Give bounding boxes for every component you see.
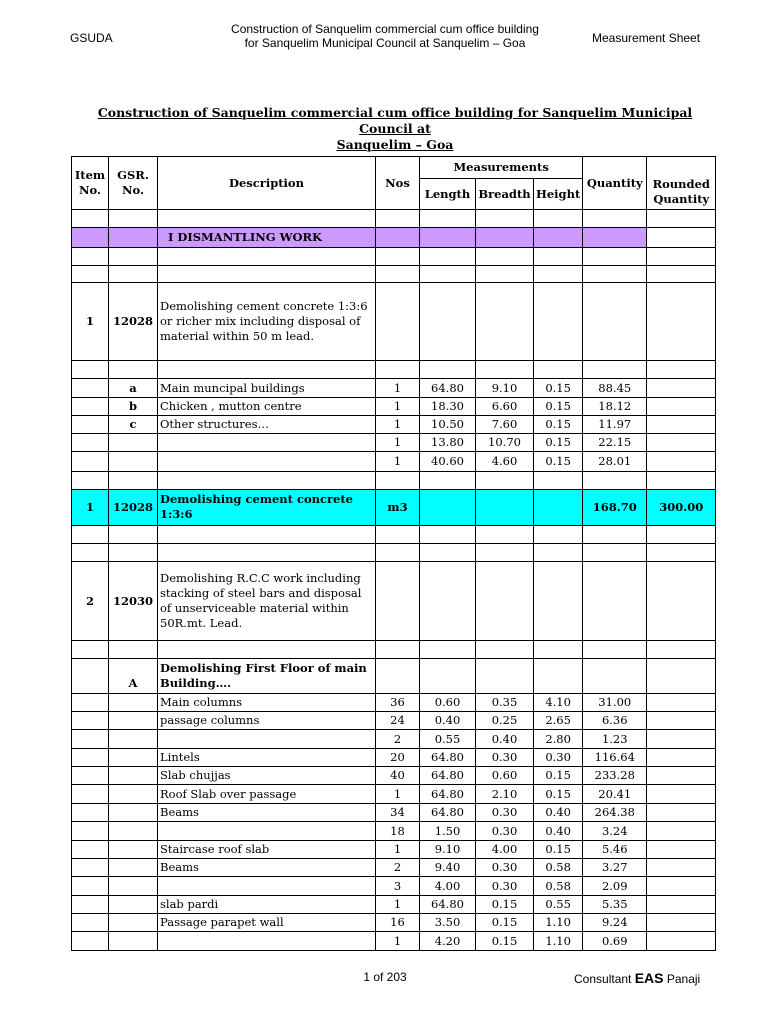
row-length: 40.60 bbox=[420, 452, 476, 472]
row-nos: 16 bbox=[376, 914, 420, 932]
measurement-row bbox=[72, 379, 716, 398]
row-length: 64.80 bbox=[420, 749, 476, 767]
row-height: 0.15 bbox=[534, 785, 583, 804]
measurement-row bbox=[72, 416, 716, 434]
measurement-row bbox=[72, 896, 716, 914]
row-length: 4.00 bbox=[420, 877, 476, 896]
consultant-credit bbox=[574, 970, 700, 986]
row-description: Chicken , mutton centre bbox=[158, 398, 376, 416]
row-nos: 1 bbox=[376, 841, 420, 859]
blank-row bbox=[72, 248, 716, 266]
header-sheet-type: Measurement Sheet bbox=[592, 31, 701, 45]
row-nos: 1 bbox=[376, 416, 420, 434]
col-header-nos: Nos bbox=[376, 157, 420, 210]
sub-item-label: c bbox=[109, 416, 158, 434]
col-header-length: Length bbox=[420, 179, 476, 210]
row-quantity: 20.41 bbox=[583, 785, 647, 804]
measurement-row bbox=[72, 804, 716, 822]
row-nos: 24 bbox=[376, 712, 420, 730]
item-description: Demolishing R.C.C work including stacking of steel bars and disposal of unserviceable material within 50R.mt. Lead. bbox=[158, 562, 376, 641]
measurement-row bbox=[72, 398, 716, 416]
row-description: Beams bbox=[158, 804, 376, 822]
row-breadth: 0.60 bbox=[476, 767, 534, 785]
row-height: 0.15 bbox=[534, 767, 583, 785]
blank-row bbox=[72, 472, 716, 490]
gsr-number: 12030 bbox=[109, 562, 158, 641]
row-quantity: 5.35 bbox=[583, 896, 647, 914]
row-description: Main muncipal buildings bbox=[158, 379, 376, 398]
row-description: Staircase roof slab bbox=[158, 841, 376, 859]
row-length: 1.50 bbox=[420, 822, 476, 841]
subsection-label: A bbox=[109, 659, 158, 694]
blank-row bbox=[72, 266, 716, 283]
item-total-description: Demolishing cement concrete 1:3:6 bbox=[158, 490, 376, 526]
item-number: 1 bbox=[72, 283, 109, 361]
row-height: 0.40 bbox=[534, 804, 583, 822]
page-number: 1 of 203 bbox=[363, 970, 407, 984]
row-length: 64.80 bbox=[420, 785, 476, 804]
row-height: 0.15 bbox=[534, 398, 583, 416]
gsr-number: 12028 bbox=[109, 283, 158, 361]
item-total-row bbox=[72, 490, 716, 526]
col-header-item-no: Item No. bbox=[72, 157, 109, 210]
sub-item-label: b bbox=[109, 398, 158, 416]
gsr-number: 12028 bbox=[109, 490, 158, 526]
row-description: passage columns bbox=[158, 712, 376, 730]
subsection-description: Demolishing First Floor of main Building…. bbox=[158, 659, 376, 694]
header-project-line2: for Sanquelim Municipal Council at Sanquelim – Goa bbox=[244, 36, 526, 50]
row-breadth: 0.40 bbox=[476, 730, 534, 749]
section-title: I DISMANTLING WORK bbox=[158, 228, 376, 248]
row-description bbox=[158, 932, 376, 951]
row-breadth: 7.60 bbox=[476, 416, 534, 434]
header-org: GSUDA bbox=[70, 31, 113, 45]
row-nos: 20 bbox=[376, 749, 420, 767]
row-length: 9.10 bbox=[420, 841, 476, 859]
row-breadth: 0.15 bbox=[476, 896, 534, 914]
header-project bbox=[210, 22, 560, 50]
col-header-quantity: Quantity bbox=[583, 157, 647, 210]
item-row bbox=[72, 283, 716, 361]
row-quantity: 116.64 bbox=[583, 749, 647, 767]
row-breadth: 0.15 bbox=[476, 914, 534, 932]
row-breadth: 0.30 bbox=[476, 749, 534, 767]
measurement-row bbox=[72, 434, 716, 452]
measurement-row bbox=[72, 914, 716, 932]
row-length: 13.80 bbox=[420, 434, 476, 452]
row-quantity: 3.24 bbox=[583, 822, 647, 841]
document-title-line1: Construction of Sanquelim commercial cum office building for Sanquelim Municipal Council at bbox=[97, 105, 693, 136]
row-breadth: 2.10 bbox=[476, 785, 534, 804]
measurement-row bbox=[72, 452, 716, 472]
row-nos: 1 bbox=[376, 785, 420, 804]
row-height: 1.10 bbox=[534, 932, 583, 951]
row-quantity: 31.00 bbox=[583, 694, 647, 712]
row-nos: 2 bbox=[376, 859, 420, 877]
measurement-row bbox=[72, 859, 716, 877]
row-length: 64.80 bbox=[420, 379, 476, 398]
row-quantity: 0.69 bbox=[583, 932, 647, 951]
row-nos: 3 bbox=[376, 877, 420, 896]
row-quantity: 2.09 bbox=[583, 877, 647, 896]
row-length: 0.40 bbox=[420, 712, 476, 730]
row-breadth: 4.00 bbox=[476, 841, 534, 859]
row-breadth: 0.15 bbox=[476, 932, 534, 951]
row-length: 3.50 bbox=[420, 914, 476, 932]
row-height: 0.30 bbox=[534, 749, 583, 767]
row-height: 0.58 bbox=[534, 859, 583, 877]
row-breadth: 10.70 bbox=[476, 434, 534, 452]
item-row bbox=[72, 562, 716, 641]
row-description: slab pardi bbox=[158, 896, 376, 914]
item-number: 1 bbox=[72, 490, 109, 526]
sub-item-label bbox=[109, 434, 158, 452]
measurement-row bbox=[72, 932, 716, 951]
row-nos: 1 bbox=[376, 398, 420, 416]
sub-item-label: a bbox=[109, 379, 158, 398]
row-height: 0.15 bbox=[534, 841, 583, 859]
row-description: Roof Slab over passage bbox=[158, 785, 376, 804]
row-length: 4.20 bbox=[420, 932, 476, 951]
row-description: Passage parapet wall bbox=[158, 914, 376, 932]
item-unit: m3 bbox=[376, 490, 420, 526]
row-nos: 36 bbox=[376, 694, 420, 712]
row-length: 0.60 bbox=[420, 694, 476, 712]
row-quantity: 88.45 bbox=[583, 379, 647, 398]
col-header-measurements: Measurements bbox=[420, 157, 583, 179]
blank-row bbox=[72, 526, 716, 544]
blank-row bbox=[72, 361, 716, 379]
subsection-row bbox=[72, 659, 716, 694]
col-header-breadth: Breadth bbox=[476, 179, 534, 210]
row-height: 2.80 bbox=[534, 730, 583, 749]
consultant-prefix: Consultant bbox=[574, 972, 632, 986]
row-description: Main columns bbox=[158, 694, 376, 712]
measurement-row bbox=[72, 877, 716, 896]
row-quantity: 3.27 bbox=[583, 859, 647, 877]
row-length: 10.50 bbox=[420, 416, 476, 434]
row-quantity: 6.36 bbox=[583, 712, 647, 730]
row-nos: 1 bbox=[376, 434, 420, 452]
row-quantity: 1.23 bbox=[583, 730, 647, 749]
row-height: 0.40 bbox=[534, 822, 583, 841]
measurement-table bbox=[71, 156, 716, 951]
row-height: 0.15 bbox=[534, 452, 583, 472]
measurement-row bbox=[72, 712, 716, 730]
item-number: 2 bbox=[72, 562, 109, 641]
row-height: 0.15 bbox=[534, 434, 583, 452]
row-height: 1.10 bbox=[534, 914, 583, 932]
col-header-height: Height bbox=[534, 179, 583, 210]
row-length: 64.80 bbox=[420, 804, 476, 822]
row-height: 0.55 bbox=[534, 896, 583, 914]
row-length: 9.40 bbox=[420, 859, 476, 877]
consultant-name: EAS bbox=[634, 970, 664, 986]
row-breadth: 0.30 bbox=[476, 859, 534, 877]
row-description bbox=[158, 877, 376, 896]
row-quantity: 264.38 bbox=[583, 804, 647, 822]
row-length: 64.80 bbox=[420, 896, 476, 914]
row-quantity: 18.12 bbox=[583, 398, 647, 416]
row-nos: 1 bbox=[376, 379, 420, 398]
row-description: Lintels bbox=[158, 749, 376, 767]
row-length: 18.30 bbox=[420, 398, 476, 416]
row-description bbox=[158, 730, 376, 749]
table-header-row bbox=[72, 157, 716, 179]
blank-row bbox=[72, 641, 716, 659]
measurement-row bbox=[72, 694, 716, 712]
row-height: 0.58 bbox=[534, 877, 583, 896]
header-project-line1: Construction of Sanquelim commercial cum office building bbox=[231, 22, 539, 36]
row-nos: 34 bbox=[376, 804, 420, 822]
row-description bbox=[158, 434, 376, 452]
row-breadth: 0.30 bbox=[476, 877, 534, 896]
row-height: 4.10 bbox=[534, 694, 583, 712]
row-height: 0.15 bbox=[534, 416, 583, 434]
section-row bbox=[72, 228, 716, 248]
row-quantity: 9.24 bbox=[583, 914, 647, 932]
row-breadth: 0.25 bbox=[476, 712, 534, 730]
document-title bbox=[95, 105, 695, 153]
item-total-quantity: 168.70 bbox=[583, 490, 647, 526]
row-quantity: 28.01 bbox=[583, 452, 647, 472]
row-breadth: 4.60 bbox=[476, 452, 534, 472]
col-header-gsr-no: GSR. No. bbox=[109, 157, 158, 210]
measurement-row bbox=[72, 785, 716, 804]
row-quantity: 5.46 bbox=[583, 841, 647, 859]
row-quantity: 22.15 bbox=[583, 434, 647, 452]
row-length: 0.55 bbox=[420, 730, 476, 749]
blank-row bbox=[72, 210, 716, 228]
row-breadth: 0.30 bbox=[476, 804, 534, 822]
measurement-row bbox=[72, 730, 716, 749]
item-rounded-quantity: 300.00 bbox=[647, 490, 716, 526]
row-breadth: 0.30 bbox=[476, 822, 534, 841]
row-nos: 18 bbox=[376, 822, 420, 841]
measurement-row bbox=[72, 749, 716, 767]
row-quantity: 233.28 bbox=[583, 767, 647, 785]
row-description bbox=[158, 822, 376, 841]
row-description: Other structures… bbox=[158, 416, 376, 434]
row-breadth: 0.35 bbox=[476, 694, 534, 712]
row-description: Slab chujjas bbox=[158, 767, 376, 785]
row-nos: 40 bbox=[376, 767, 420, 785]
measurement-row bbox=[72, 767, 716, 785]
row-height: 0.15 bbox=[534, 379, 583, 398]
row-description bbox=[158, 452, 376, 472]
col-header-description: Description bbox=[158, 157, 376, 210]
measurement-row bbox=[72, 822, 716, 841]
consultant-suffix: Panaji bbox=[666, 972, 701, 986]
measurement-row bbox=[72, 841, 716, 859]
row-nos: 1 bbox=[376, 932, 420, 951]
row-nos: 2 bbox=[376, 730, 420, 749]
blank-row bbox=[72, 544, 716, 562]
row-quantity: 11.97 bbox=[583, 416, 647, 434]
row-height: 2.65 bbox=[534, 712, 583, 730]
row-nos: 1 bbox=[376, 896, 420, 914]
sub-item-label bbox=[109, 452, 158, 472]
item-description: Demolishing cement concrete 1:3:6 or richer mix including disposal of material within 50 m lead. bbox=[158, 283, 376, 361]
row-description: Beams bbox=[158, 859, 376, 877]
row-breadth: 9.10 bbox=[476, 379, 534, 398]
row-nos: 1 bbox=[376, 452, 420, 472]
row-breadth: 6.60 bbox=[476, 398, 534, 416]
row-length: 64.80 bbox=[420, 767, 476, 785]
col-header-rounded-quantity: Rounded Quantity bbox=[647, 157, 716, 210]
document-title-line2: Sanquelim – Goa bbox=[336, 137, 454, 152]
